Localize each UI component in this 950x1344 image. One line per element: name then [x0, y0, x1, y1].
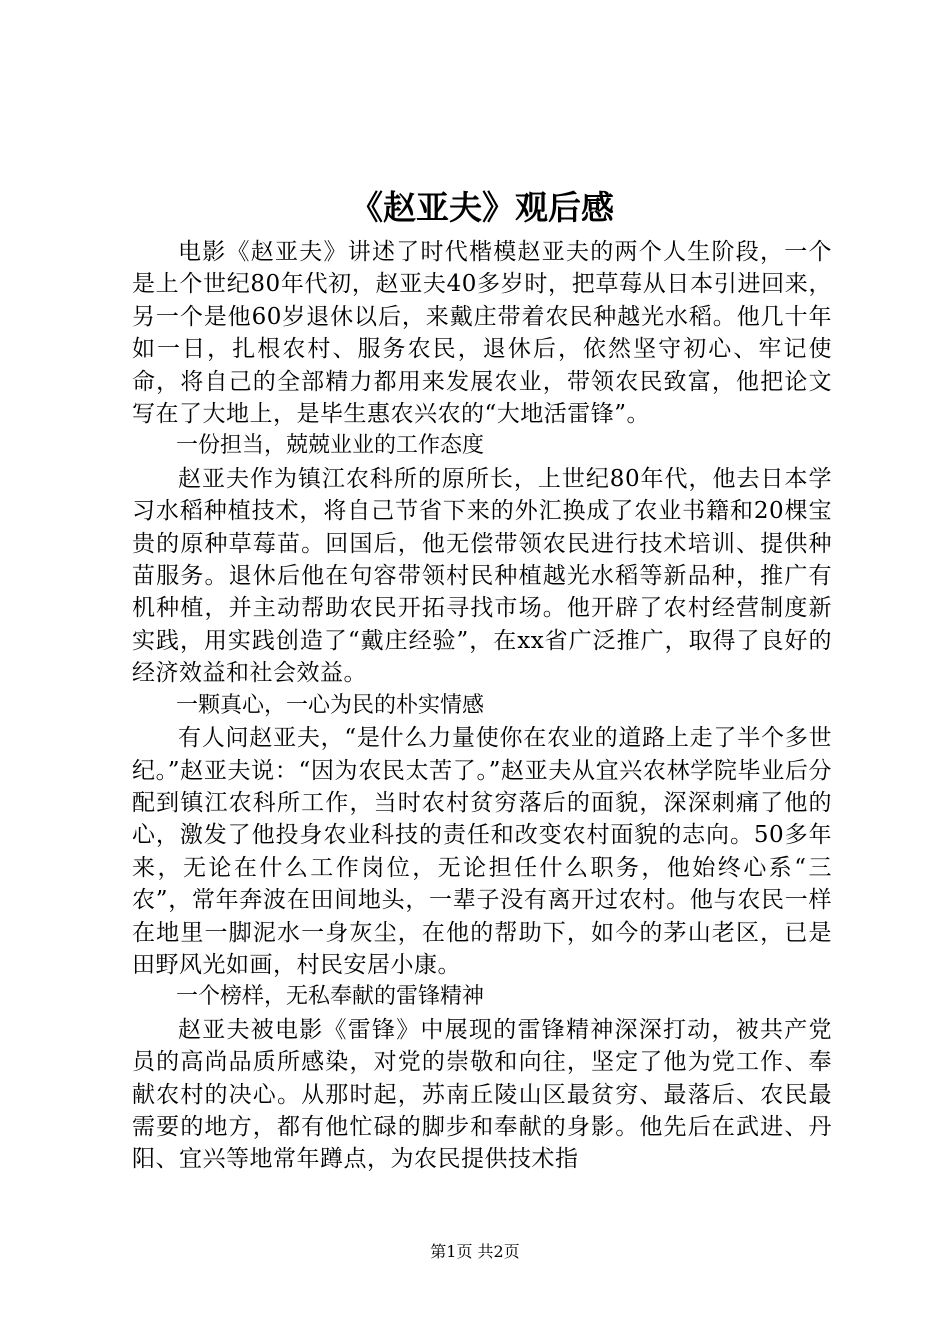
- section-heading-sincerity: 一颗真心，一心为民的朴实情感: [176, 692, 485, 718]
- paragraph-intro: 电影《赵亚夫》讲述了时代楷模赵亚夫的两个人生阶段，一个是上个世纪80年代初，赵亚夫40多岁时，把草莓从日本引进回来，另一个是他60岁退休以后，来戴庄带着农民种越光水稻。他几十年如一日，扎根农村、服务农民，退休后，依然坚守初心、牢记使命，将自己的全部精力都用来发展农业，带领农民致富，他把论文写在了大地上，是毕生惠农兴农的“大地活雷锋”。: [132, 239, 832, 428]
- paragraph-sincerity: 有人问赵亚夫，“是什么力量使你在农业的道路上走了半个多世纪。”赵亚夫说：“因为农民太苦了。”赵亚夫从宜兴农林学院毕业后分配到镇江农科所工作，当时农村贫穷落后的面貌，深深刺痛了他的心，激发了他投身农业科技的责任和改变农村面貌的志向。50多年来，无论在什么工作岗位，无论担任什么职务，他始终心系“三农”，常年奔波在田间地头，一辈子没有离开过农村。他与农民一样在地里一脚泥水一身灰尘，在他的帮助下，如今的茅山老区，已是田野风光如画，村民安居小康。: [132, 725, 832, 978]
- section-heading-responsibility: 一份担当，兢兢业业的工作态度: [176, 433, 485, 459]
- document-page: [132, 180, 832, 1176]
- paragraph-responsibility: 赵亚夫作为镇江农科所的原所长，上世纪80年代，他去日本学习水稻种植技术，将自己节省下来的外汇换成了农业书籍和20棵宝贵的原种草莓苗。回国后，他无偿带领农民进行技术培训、提供种苗服务。退休后他在句容带领村民种植越光水稻等新品种，推广有机种植，并主动帮助农民开拓寻找市场。他开辟了农村经营制度新实践，用实践创造了“戴庄经验”，在xx省广泛推广，取得了良好的经济效益和社会效益。: [132, 465, 832, 687]
- paragraph-role-model: 赵亚夫被电影《雷锋》中展现的雷锋精神深深打动，被共产党员的高尚品质所感染，对党的崇敬和向往，坚定了他为党工作、奉献农村的决心。从那时起，苏南丘陵山区最贫穷、最落后、农民最需要的地方，都有他忙碌的脚步和奉献的身影。他先后在武进、丹阳、宜兴等地常年蹲点，为农民提供技术指: [132, 1016, 832, 1173]
- section-heading-role-model: 一个榜样，无私奉献的雷锋精神: [176, 984, 485, 1010]
- page-number-footer: 第1页 共2页: [430, 1242, 520, 1261]
- document-title: 《赵亚夫》观后感: [350, 188, 614, 227]
